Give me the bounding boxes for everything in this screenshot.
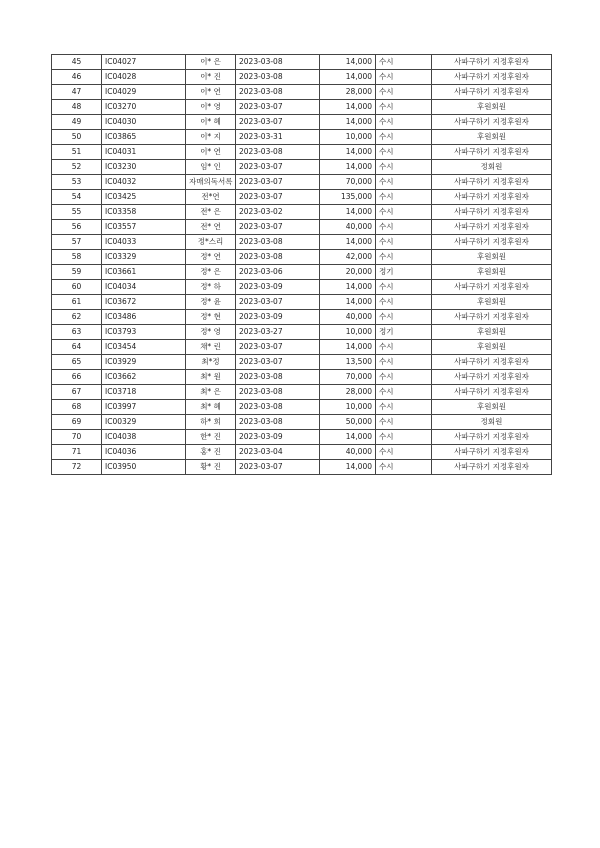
donor-name-cell: 정* 연 (186, 250, 236, 265)
donor-name-cell: 정* 윤 (186, 295, 236, 310)
donation-date-cell: 2023-03-08 (236, 70, 320, 85)
row-number-cell: 71 (52, 445, 102, 460)
donation-date-cell: 2023-03-06 (236, 265, 320, 280)
donation-amount-cell: 13,500 (320, 355, 376, 370)
donor-category-cell: 사파구하기 지정후원자 (432, 115, 552, 130)
donation-type-cell: 수시 (376, 370, 432, 385)
donor-name-cell: 최* 원 (186, 370, 236, 385)
donor-category-cell: 사파구하기 지정후원자 (432, 385, 552, 400)
donor-name-cell: 최* 은 (186, 385, 236, 400)
donation-type-cell: 수시 (376, 400, 432, 415)
row-number-cell: 53 (52, 175, 102, 190)
donor-name-cell: 채* 린 (186, 340, 236, 355)
donor-id-cell: IC04029 (102, 85, 186, 100)
donor-id-cell: IC04032 (102, 175, 186, 190)
donation-type-cell: 수시 (376, 385, 432, 400)
row-number-cell: 48 (52, 100, 102, 115)
row-number-cell: 68 (52, 400, 102, 415)
donation-date-cell: 2023-03-08 (236, 55, 320, 70)
donor-name-cell: 이* 영 (186, 100, 236, 115)
table-row (52, 280, 552, 295)
table-row (52, 85, 552, 100)
donor-category-cell: 후원회원 (432, 265, 552, 280)
donor-category-cell: 후원회원 (432, 325, 552, 340)
donation-date-cell: 2023-03-07 (236, 160, 320, 175)
donor-category-cell: 사파구하기 지정후원자 (432, 235, 552, 250)
row-number-cell: 58 (52, 250, 102, 265)
donation-date-cell: 2023-03-07 (236, 190, 320, 205)
donor-id-cell: IC03997 (102, 400, 186, 415)
donor-category-cell: 사파구하기 지정후원자 (432, 445, 552, 460)
row-number-cell: 67 (52, 385, 102, 400)
row-number-cell: 50 (52, 130, 102, 145)
row-number-cell: 49 (52, 115, 102, 130)
donation-date-cell: 2023-03-31 (236, 130, 320, 145)
donation-amount-cell: 14,000 (320, 100, 376, 115)
donation-type-cell: 정기 (376, 265, 432, 280)
donation-amount-cell: 14,000 (320, 160, 376, 175)
table-row (52, 70, 552, 85)
donor-category-cell: 사파구하기 지정후원자 (432, 190, 552, 205)
table-row (52, 430, 552, 445)
donor-category-cell: 사파구하기 지정후원자 (432, 460, 552, 475)
donation-type-cell: 수시 (376, 340, 432, 355)
table-row (52, 55, 552, 70)
donor-id-cell: IC03486 (102, 310, 186, 325)
table-row (52, 460, 552, 475)
donation-date-cell: 2023-03-04 (236, 445, 320, 460)
donation-amount-cell: 14,000 (320, 340, 376, 355)
donation-type-cell: 수시 (376, 250, 432, 265)
donation-type-cell: 수시 (376, 220, 432, 235)
donation-amount-cell: 14,000 (320, 70, 376, 85)
donation-amount-cell: 10,000 (320, 400, 376, 415)
donor-name-cell: 전* 은 (186, 205, 236, 220)
donation-type-cell: 수시 (376, 190, 432, 205)
donation-date-cell: 2023-03-07 (236, 220, 320, 235)
row-number-cell: 63 (52, 325, 102, 340)
row-number-cell: 55 (52, 205, 102, 220)
donor-category-cell: 사파구하기 지정후원자 (432, 145, 552, 160)
donation-amount-cell: 70,000 (320, 370, 376, 385)
donor-category-cell: 사파구하기 지정후원자 (432, 85, 552, 100)
donation-amount-cell: 10,000 (320, 130, 376, 145)
row-number-cell: 56 (52, 220, 102, 235)
donor-name-cell: 정* 은 (186, 265, 236, 280)
table-row (52, 250, 552, 265)
donor-category-cell: 후원회원 (432, 100, 552, 115)
table-row (52, 115, 552, 130)
row-number-cell: 72 (52, 460, 102, 475)
donor-name-cell: 하* 희 (186, 415, 236, 430)
donor-id-cell: IC03557 (102, 220, 186, 235)
table-row (52, 130, 552, 145)
donation-type-cell: 수시 (376, 415, 432, 430)
donor-name-cell: 정* 하 (186, 280, 236, 295)
donation-type-cell: 수시 (376, 70, 432, 85)
donation-amount-cell: 70,000 (320, 175, 376, 190)
donor-table (51, 54, 552, 475)
donor-name-cell: 정*스리 (186, 235, 236, 250)
donor-name-cell: 이* 연 (186, 145, 236, 160)
donation-amount-cell: 14,000 (320, 235, 376, 250)
donation-type-cell: 정기 (376, 325, 432, 340)
donor-id-cell: IC03454 (102, 340, 186, 355)
donor-id-cell: IC04034 (102, 280, 186, 295)
donor-category-cell: 후원회원 (432, 340, 552, 355)
donor-id-cell: IC03358 (102, 205, 186, 220)
donor-name-cell: 황* 진 (186, 460, 236, 475)
donation-date-cell: 2023-03-07 (236, 295, 320, 310)
donation-type-cell: 수시 (376, 460, 432, 475)
donor-category-cell: 정회원 (432, 160, 552, 175)
table-row (52, 160, 552, 175)
donation-date-cell: 2023-03-07 (236, 115, 320, 130)
row-number-cell: 52 (52, 160, 102, 175)
donor-category-cell: 사파구하기 지정후원자 (432, 370, 552, 385)
donation-type-cell: 수시 (376, 310, 432, 325)
donation-type-cell: 수시 (376, 280, 432, 295)
donor-name-cell: 최*정 (186, 355, 236, 370)
donation-type-cell: 수시 (376, 130, 432, 145)
table-row (52, 340, 552, 355)
donation-date-cell: 2023-03-07 (236, 460, 320, 475)
row-number-cell: 60 (52, 280, 102, 295)
table-row (52, 400, 552, 415)
table-row (52, 355, 552, 370)
donor-category-cell: 정회원 (432, 415, 552, 430)
donor-name-cell: 정* 영 (186, 325, 236, 340)
donation-date-cell: 2023-03-08 (236, 385, 320, 400)
donor-id-cell: IC04033 (102, 235, 186, 250)
donor-id-cell: IC04036 (102, 445, 186, 460)
donation-amount-cell: 28,000 (320, 85, 376, 100)
donor-id-cell: IC04038 (102, 430, 186, 445)
donor-id-cell: IC04028 (102, 70, 186, 85)
donation-type-cell: 수시 (376, 145, 432, 160)
donation-date-cell: 2023-03-08 (236, 235, 320, 250)
table-row (52, 220, 552, 235)
row-number-cell: 47 (52, 85, 102, 100)
row-number-cell: 46 (52, 70, 102, 85)
donation-amount-cell: 14,000 (320, 430, 376, 445)
donation-type-cell: 수시 (376, 175, 432, 190)
donation-amount-cell: 14,000 (320, 115, 376, 130)
donor-name-cell: 전*연 (186, 190, 236, 205)
donation-amount-cell: 42,000 (320, 250, 376, 265)
donation-amount-cell: 135,000 (320, 190, 376, 205)
donor-category-cell: 후원회원 (432, 130, 552, 145)
donation-type-cell: 수시 (376, 295, 432, 310)
row-number-cell: 61 (52, 295, 102, 310)
table-row (52, 310, 552, 325)
donor-id-cell: IC03793 (102, 325, 186, 340)
donor-id-cell: IC03718 (102, 385, 186, 400)
row-number-cell: 69 (52, 415, 102, 430)
donation-amount-cell: 14,000 (320, 55, 376, 70)
table-row (52, 385, 552, 400)
donor-id-cell: IC03662 (102, 370, 186, 385)
donor-table-body (52, 55, 552, 475)
donor-category-cell: 사파구하기 지정후원자 (432, 220, 552, 235)
table-row (52, 205, 552, 220)
donor-name-cell: 이* 은 (186, 55, 236, 70)
table-row (52, 145, 552, 160)
row-number-cell: 59 (52, 265, 102, 280)
donor-name-cell: 한* 진 (186, 430, 236, 445)
donation-type-cell: 수시 (376, 355, 432, 370)
donor-name-cell: 이* 연 (186, 85, 236, 100)
donation-amount-cell: 50,000 (320, 415, 376, 430)
donation-date-cell: 2023-03-08 (236, 85, 320, 100)
table-row (52, 370, 552, 385)
donor-id-cell: IC00329 (102, 415, 186, 430)
donation-amount-cell: 40,000 (320, 310, 376, 325)
row-number-cell: 62 (52, 310, 102, 325)
donation-date-cell: 2023-03-02 (236, 205, 320, 220)
donation-amount-cell: 14,000 (320, 295, 376, 310)
donation-type-cell: 수시 (376, 160, 432, 175)
donation-date-cell: 2023-03-07 (236, 175, 320, 190)
donor-category-cell: 사파구하기 지정후원자 (432, 430, 552, 445)
donation-amount-cell: 40,000 (320, 220, 376, 235)
donor-category-cell: 사파구하기 지정후원자 (432, 355, 552, 370)
donation-type-cell: 수시 (376, 115, 432, 130)
row-number-cell: 65 (52, 355, 102, 370)
donor-id-cell: IC03672 (102, 295, 186, 310)
row-number-cell: 66 (52, 370, 102, 385)
donation-amount-cell: 14,000 (320, 145, 376, 160)
donation-type-cell: 수시 (376, 55, 432, 70)
donation-amount-cell: 28,000 (320, 385, 376, 400)
donation-type-cell: 수시 (376, 205, 432, 220)
donor-name-cell: 전* 연 (186, 220, 236, 235)
donation-type-cell: 수시 (376, 430, 432, 445)
donor-id-cell: IC03661 (102, 265, 186, 280)
donor-name-cell: 임* 인 (186, 160, 236, 175)
table-row (52, 295, 552, 310)
table-row (52, 190, 552, 205)
donor-category-cell: 사파구하기 지정후원자 (432, 175, 552, 190)
donor-name-cell: 정* 현 (186, 310, 236, 325)
donation-amount-cell: 20,000 (320, 265, 376, 280)
donor-id-cell: IC04030 (102, 115, 186, 130)
donor-id-cell: IC03929 (102, 355, 186, 370)
row-number-cell: 57 (52, 235, 102, 250)
donation-date-cell: 2023-03-08 (236, 415, 320, 430)
donation-type-cell: 수시 (376, 235, 432, 250)
donation-date-cell: 2023-03-09 (236, 310, 320, 325)
donation-date-cell: 2023-03-08 (236, 250, 320, 265)
donor-category-cell: 사파구하기 지정후원자 (432, 310, 552, 325)
table-row (52, 175, 552, 190)
donation-date-cell: 2023-03-07 (236, 355, 320, 370)
donation-date-cell: 2023-03-07 (236, 340, 320, 355)
donation-type-cell: 수시 (376, 85, 432, 100)
donor-id-cell: IC03230 (102, 160, 186, 175)
donation-date-cell: 2023-03-27 (236, 325, 320, 340)
donor-category-cell: 사파구하기 지정후원자 (432, 280, 552, 295)
row-number-cell: 54 (52, 190, 102, 205)
row-number-cell: 45 (52, 55, 102, 70)
donor-category-cell: 사파구하기 지정후원자 (432, 205, 552, 220)
donor-id-cell: IC04027 (102, 55, 186, 70)
donation-date-cell: 2023-03-08 (236, 400, 320, 415)
donor-category-cell: 후원회원 (432, 295, 552, 310)
table-row (52, 415, 552, 430)
donor-name-cell: 이* 혜 (186, 115, 236, 130)
donor-id-cell: IC03425 (102, 190, 186, 205)
row-number-cell: 70 (52, 430, 102, 445)
donor-category-cell: 사파구하기 지정후원자 (432, 55, 552, 70)
table-row (52, 445, 552, 460)
donation-amount-cell: 10,000 (320, 325, 376, 340)
donation-amount-cell: 14,000 (320, 205, 376, 220)
table-row (52, 265, 552, 280)
donation-date-cell: 2023-03-07 (236, 100, 320, 115)
row-number-cell: 64 (52, 340, 102, 355)
donation-amount-cell: 14,000 (320, 460, 376, 475)
donation-type-cell: 수시 (376, 100, 432, 115)
table-row (52, 235, 552, 250)
table-row (52, 100, 552, 115)
donor-id-cell: IC03270 (102, 100, 186, 115)
donor-id-cell: IC03865 (102, 130, 186, 145)
donor-category-cell: 후원회원 (432, 400, 552, 415)
donor-category-cell: 후원회원 (432, 250, 552, 265)
donation-date-cell: 2023-03-09 (236, 430, 320, 445)
donation-type-cell: 수시 (376, 445, 432, 460)
donor-name-cell: 이* 지 (186, 130, 236, 145)
donor-name-cell: 이* 진 (186, 70, 236, 85)
donor-name-cell: 자매의독서록 (186, 175, 236, 190)
donor-category-cell: 사파구하기 지정후원자 (432, 70, 552, 85)
donor-name-cell: 홍* 진 (186, 445, 236, 460)
donation-date-cell: 2023-03-08 (236, 145, 320, 160)
table-row (52, 325, 552, 340)
donation-date-cell: 2023-03-08 (236, 370, 320, 385)
donation-amount-cell: 40,000 (320, 445, 376, 460)
donation-amount-cell: 14,000 (320, 280, 376, 295)
donor-name-cell: 최* 혜 (186, 400, 236, 415)
donor-id-cell: IC04031 (102, 145, 186, 160)
donor-id-cell: IC03329 (102, 250, 186, 265)
donor-id-cell: IC03950 (102, 460, 186, 475)
row-number-cell: 51 (52, 145, 102, 160)
donation-date-cell: 2023-03-09 (236, 280, 320, 295)
